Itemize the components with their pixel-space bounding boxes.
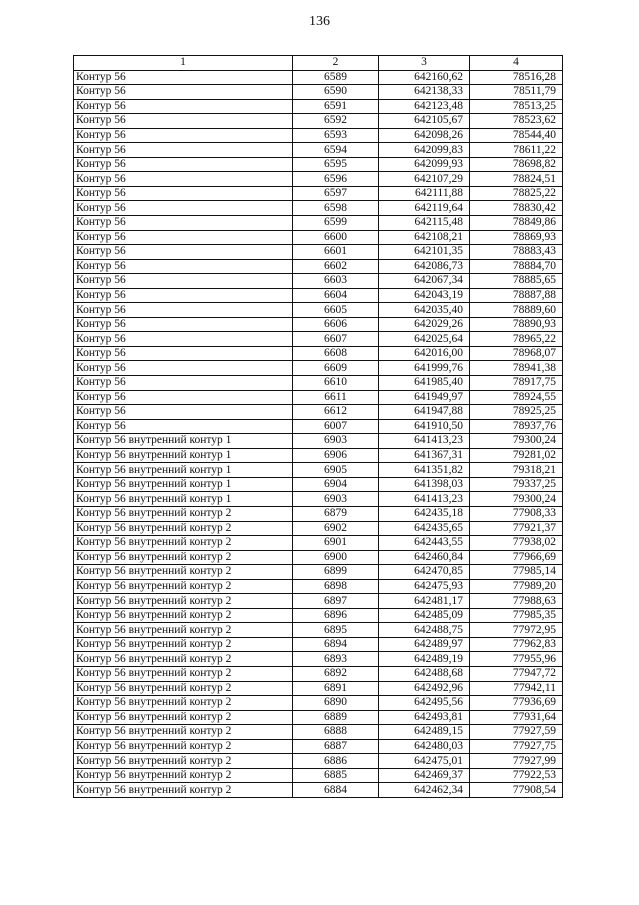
coordinate-y-cell: 77927,99: [470, 754, 563, 769]
table-row: [74, 550, 563, 565]
table-row: [74, 172, 563, 187]
point-number-cell: 6603: [293, 274, 379, 289]
point-number-cell: 6604: [293, 288, 379, 303]
contour-name-cell: Контур 56 внутренний контур 2: [74, 521, 293, 536]
coordinate-x-cell: 642160,62: [379, 70, 470, 85]
point-number-cell: 6884: [293, 783, 379, 798]
table-row: [74, 419, 563, 434]
coordinate-x-cell: 642111,88: [379, 186, 470, 201]
coordinate-y-cell: 78925,25: [470, 405, 563, 420]
contour-name-cell: Контур 56: [74, 143, 293, 158]
point-number-cell: 6886: [293, 754, 379, 769]
contour-name-cell: Контур 56: [74, 390, 293, 405]
point-number-cell: 6596: [293, 172, 379, 187]
coordinate-y-cell: 79318,21: [470, 463, 563, 478]
coordinate-x-cell: 642098,26: [379, 128, 470, 143]
coordinate-y-cell: 77962,83: [470, 637, 563, 652]
point-number-cell: 6903: [293, 434, 379, 449]
point-number-cell: 6594: [293, 143, 379, 158]
contour-name-cell: Контур 56 внутренний контур 1: [74, 477, 293, 492]
table-row: [74, 99, 563, 114]
table-row: [74, 463, 563, 478]
point-number-cell: 6895: [293, 623, 379, 638]
point-number-cell: 6589: [293, 70, 379, 85]
table-row: [74, 521, 563, 536]
coordinate-y-cell: 78917,75: [470, 376, 563, 391]
table-row: [74, 288, 563, 303]
contour-name-cell: Контур 56: [74, 317, 293, 332]
coordinate-y-cell: 78544,40: [470, 128, 563, 143]
contour-name-cell: Контур 56: [74, 376, 293, 391]
contour-name-cell: Контур 56 внутренний контур 2: [74, 710, 293, 725]
coordinate-y-cell: 78941,38: [470, 361, 563, 376]
point-number-cell: 6601: [293, 245, 379, 260]
contour-name-cell: Контур 56 внутренний контур 2: [74, 768, 293, 783]
coordinate-y-cell: 78825,22: [470, 186, 563, 201]
coordinate-x-cell: 642481,17: [379, 594, 470, 609]
point-number-cell: 6887: [293, 739, 379, 754]
table-row: [74, 739, 563, 754]
coordinate-y-cell: 78885,65: [470, 274, 563, 289]
table-row: [74, 696, 563, 711]
coordinate-x-cell: 641947,88: [379, 405, 470, 420]
coordinate-x-cell: 642119,64: [379, 201, 470, 216]
contour-name-cell: Контур 56 внутренний контур 2: [74, 506, 293, 521]
point-number-cell: 6591: [293, 99, 379, 114]
point-number-cell: 6892: [293, 666, 379, 681]
contour-name-cell: Контур 56 внутренний контур 2: [74, 696, 293, 711]
coordinate-y-cell: 79300,24: [470, 434, 563, 449]
coordinate-y-cell: 77955,96: [470, 652, 563, 667]
table-row: [74, 157, 563, 172]
table-row: [74, 434, 563, 449]
table-row: [74, 259, 563, 274]
coordinate-y-cell: 78830,42: [470, 201, 563, 216]
coordinate-y-cell: 79337,25: [470, 477, 563, 492]
coordinate-x-cell: 642067,34: [379, 274, 470, 289]
contour-name-cell: Контур 56 внутренний контур 2: [74, 536, 293, 551]
point-number-cell: 6889: [293, 710, 379, 725]
contour-name-cell: Контур 56 внутренний контур 2: [74, 666, 293, 681]
table-row: [74, 754, 563, 769]
coordinate-y-cell: 78890,93: [470, 317, 563, 332]
table-row: [74, 114, 563, 129]
table-body: [74, 70, 563, 797]
point-number-cell: 6611: [293, 390, 379, 405]
contour-name-cell: Контур 56: [74, 201, 293, 216]
table-row: [74, 245, 563, 260]
coordinate-x-cell: 642138,33: [379, 85, 470, 100]
table-row: [74, 565, 563, 580]
table-row: [74, 390, 563, 405]
coordinate-y-cell: 77936,69: [470, 696, 563, 711]
table-row: [74, 623, 563, 638]
coordinate-x-cell: 642029,26: [379, 317, 470, 332]
contour-name-cell: Контур 56 внутренний контур 2: [74, 652, 293, 667]
coordinate-x-cell: 642495,56: [379, 696, 470, 711]
table-row: [74, 143, 563, 158]
coordinate-x-cell: 641398,03: [379, 477, 470, 492]
contour-name-cell: Контур 56: [74, 405, 293, 420]
coordinate-y-cell: 78698,82: [470, 157, 563, 172]
coordinate-y-cell: 78511,79: [470, 85, 563, 100]
column-header-3: 3: [379, 56, 470, 71]
contour-name-cell: Контур 56: [74, 172, 293, 187]
coordinate-y-cell: 77921,37: [470, 521, 563, 536]
contour-name-cell: Контур 56: [74, 230, 293, 245]
coordinate-x-cell: 642492,96: [379, 681, 470, 696]
table-row: [74, 681, 563, 696]
coordinate-y-cell: 78611,22: [470, 143, 563, 158]
point-number-cell: 6891: [293, 681, 379, 696]
contour-name-cell: Контур 56: [74, 245, 293, 260]
table-row: [74, 186, 563, 201]
point-number-cell: 6598: [293, 201, 379, 216]
coordinate-x-cell: 641910,50: [379, 419, 470, 434]
coordinate-y-cell: 77988,63: [470, 594, 563, 609]
point-number-cell: 6007: [293, 419, 379, 434]
coordinate-x-cell: 642469,37: [379, 768, 470, 783]
point-number-cell: 6612: [293, 405, 379, 420]
coordinate-y-cell: 78824,51: [470, 172, 563, 187]
point-number-cell: 6894: [293, 637, 379, 652]
coordinate-y-cell: 78924,55: [470, 390, 563, 405]
table-row: [74, 303, 563, 318]
contour-name-cell: Контур 56 внутренний контур 2: [74, 783, 293, 798]
coordinate-y-cell: 78889,60: [470, 303, 563, 318]
point-number-cell: 6602: [293, 259, 379, 274]
point-number-cell: 6897: [293, 594, 379, 609]
contour-name-cell: Контур 56 внутренний контур 1: [74, 434, 293, 449]
coordinate-y-cell: 77931,64: [470, 710, 563, 725]
table-row: [74, 637, 563, 652]
coordinate-y-cell: 77927,75: [470, 739, 563, 754]
point-number-cell: 6590: [293, 85, 379, 100]
point-number-cell: 6896: [293, 608, 379, 623]
coordinate-x-cell: 642485,09: [379, 608, 470, 623]
point-number-cell: 6595: [293, 157, 379, 172]
table-row: [74, 477, 563, 492]
coordinate-y-cell: 78869,93: [470, 230, 563, 245]
contour-name-cell: Контур 56 внутренний контур 2: [74, 579, 293, 594]
table-row: [74, 128, 563, 143]
table-row: [74, 536, 563, 551]
coordinate-y-cell: 77985,35: [470, 608, 563, 623]
point-number-cell: 6597: [293, 186, 379, 201]
contour-name-cell: Контур 56: [74, 361, 293, 376]
table-row: [74, 317, 563, 332]
contour-name-cell: Контур 56 внутренний контур 2: [74, 681, 293, 696]
coordinate-y-cell: 78513,25: [470, 99, 563, 114]
contour-name-cell: Контур 56 внутренний контур 2: [74, 623, 293, 638]
table-row: [74, 332, 563, 347]
page-number: 136: [309, 14, 330, 29]
point-number-cell: 6893: [293, 652, 379, 667]
contour-name-cell: Контур 56: [74, 259, 293, 274]
coordinate-x-cell: 642443,55: [379, 536, 470, 551]
table-row: [74, 346, 563, 361]
coordinate-x-cell: 642086,73: [379, 259, 470, 274]
coordinate-y-cell: 77989,20: [470, 579, 563, 594]
point-number-cell: 6899: [293, 565, 379, 580]
contour-name-cell: Контур 56: [74, 85, 293, 100]
coordinate-x-cell: 642475,93: [379, 579, 470, 594]
table-row: [74, 666, 563, 681]
coordinate-y-cell: 77985,14: [470, 565, 563, 580]
coordinate-x-cell: 642035,40: [379, 303, 470, 318]
coordinate-x-cell: 642435,65: [379, 521, 470, 536]
coordinate-x-cell: 642475,01: [379, 754, 470, 769]
coordinate-x-cell: 642025,64: [379, 332, 470, 347]
table-row: [74, 768, 563, 783]
coordinate-y-cell: 77947,72: [470, 666, 563, 681]
coordinate-y-cell: 78849,86: [470, 216, 563, 231]
table-row: [74, 710, 563, 725]
coordinate-x-cell: 642115,48: [379, 216, 470, 231]
table-row: [74, 376, 563, 391]
coordinate-y-cell: 77966,69: [470, 550, 563, 565]
point-number-cell: 6607: [293, 332, 379, 347]
coordinate-y-cell: 77938,02: [470, 536, 563, 551]
coordinate-y-cell: 78523,62: [470, 114, 563, 129]
point-number-cell: 6593: [293, 128, 379, 143]
table-row: [74, 405, 563, 420]
coordinate-y-cell: 79300,24: [470, 492, 563, 507]
contour-name-cell: Контур 56: [74, 157, 293, 172]
coordinate-x-cell: 642470,85: [379, 565, 470, 580]
point-number-cell: 6879: [293, 506, 379, 521]
coordinate-x-cell: 642435,18: [379, 506, 470, 521]
contour-name-cell: Контур 56 внутренний контур 1: [74, 492, 293, 507]
contour-name-cell: Контур 56: [74, 216, 293, 231]
contour-name-cell: Контур 56: [74, 346, 293, 361]
table-row: [74, 506, 563, 521]
coordinate-x-cell: 641413,23: [379, 434, 470, 449]
coordinate-x-cell: 642489,97: [379, 637, 470, 652]
point-number-cell: 6606: [293, 317, 379, 332]
table-row: [74, 608, 563, 623]
contour-name-cell: Контур 56 внутренний контур 2: [74, 565, 293, 580]
coordinate-y-cell: 77908,54: [470, 783, 563, 798]
coordinate-y-cell: 78884,70: [470, 259, 563, 274]
point-number-cell: 6898: [293, 579, 379, 594]
coordinate-y-cell: 77922,53: [470, 768, 563, 783]
coordinate-y-cell: 77972,95: [470, 623, 563, 638]
contour-name-cell: Контур 56: [74, 99, 293, 114]
point-number-cell: 6600: [293, 230, 379, 245]
coordinate-x-cell: 642107,29: [379, 172, 470, 187]
table-header-row: [74, 56, 563, 71]
contour-name-cell: Контур 56: [74, 70, 293, 85]
coordinate-x-cell: 642489,15: [379, 725, 470, 740]
coordinate-x-cell: 642108,21: [379, 230, 470, 245]
point-number-cell: 6902: [293, 521, 379, 536]
point-number-cell: 6885: [293, 768, 379, 783]
coordinates-table: [73, 55, 563, 798]
point-number-cell: 6903: [293, 492, 379, 507]
contour-name-cell: Контур 56: [74, 303, 293, 318]
contour-name-cell: Контур 56 внутренний контур 2: [74, 739, 293, 754]
table-row: [74, 70, 563, 85]
coordinate-x-cell: 641351,82: [379, 463, 470, 478]
coordinate-x-cell: 641999,76: [379, 361, 470, 376]
table-row: [74, 579, 563, 594]
point-number-cell: 6890: [293, 696, 379, 711]
coordinate-y-cell: 78516,28: [470, 70, 563, 85]
contour-name-cell: Контур 56 внутренний контур 2: [74, 637, 293, 652]
table-row: [74, 783, 563, 798]
column-header-4: 4: [470, 56, 563, 71]
contour-name-cell: Контур 56 внутренний контур 2: [74, 608, 293, 623]
point-number-cell: 6904: [293, 477, 379, 492]
table-row: [74, 725, 563, 740]
coordinate-x-cell: 642099,83: [379, 143, 470, 158]
point-number-cell: 6610: [293, 376, 379, 391]
table-row: [74, 492, 563, 507]
column-header-1: 1: [74, 56, 293, 71]
coordinate-x-cell: 642488,75: [379, 623, 470, 638]
point-number-cell: 6888: [293, 725, 379, 740]
table-row: [74, 230, 563, 245]
column-header-2: 2: [293, 56, 379, 71]
table-row: [74, 652, 563, 667]
coordinate-y-cell: 78887,88: [470, 288, 563, 303]
point-number-cell: 6605: [293, 303, 379, 318]
coordinate-x-cell: 641367,31: [379, 448, 470, 463]
coordinate-x-cell: 641413,23: [379, 492, 470, 507]
table-row: [74, 85, 563, 100]
point-number-cell: 6599: [293, 216, 379, 231]
contour-name-cell: Контур 56: [74, 419, 293, 434]
coordinate-x-cell: 642488,68: [379, 666, 470, 681]
contour-name-cell: Контур 56 внутренний контур 2: [74, 754, 293, 769]
coordinate-x-cell: 642493,81: [379, 710, 470, 725]
coordinate-x-cell: 642105,67: [379, 114, 470, 129]
contour-name-cell: Контур 56 внутренний контур 2: [74, 725, 293, 740]
point-number-cell: 6905: [293, 463, 379, 478]
coordinate-x-cell: 641949,97: [379, 390, 470, 405]
coordinate-x-cell: 641985,40: [379, 376, 470, 391]
contour-name-cell: Контур 56: [74, 128, 293, 143]
point-number-cell: 6901: [293, 536, 379, 551]
table-row: [74, 274, 563, 289]
coordinate-x-cell: 642462,34: [379, 783, 470, 798]
coordinate-x-cell: 642099,93: [379, 157, 470, 172]
coordinate-y-cell: 78968,07: [470, 346, 563, 361]
point-number-cell: 6906: [293, 448, 379, 463]
coordinate-y-cell: 79281,02: [470, 448, 563, 463]
coordinate-x-cell: 642043,19: [379, 288, 470, 303]
contour-name-cell: Контур 56 внутренний контур 1: [74, 463, 293, 478]
coordinate-y-cell: 77908,33: [470, 506, 563, 521]
contour-name-cell: Контур 56: [74, 288, 293, 303]
coordinate-y-cell: 78965,22: [470, 332, 563, 347]
point-number-cell: 6900: [293, 550, 379, 565]
point-number-cell: 6609: [293, 361, 379, 376]
coordinate-x-cell: 642489,19: [379, 652, 470, 667]
coordinate-x-cell: 642123,48: [379, 99, 470, 114]
coordinate-y-cell: 77927,59: [470, 725, 563, 740]
coordinate-y-cell: 77942,11: [470, 681, 563, 696]
table-row: [74, 216, 563, 231]
coordinate-x-cell: 642016,00: [379, 346, 470, 361]
contour-name-cell: Контур 56 внутренний контур 2: [74, 594, 293, 609]
table-row: [74, 201, 563, 216]
contour-name-cell: Контур 56: [74, 114, 293, 129]
point-number-cell: 6608: [293, 346, 379, 361]
contour-name-cell: Контур 56 внутренний контур 1: [74, 448, 293, 463]
coordinate-x-cell: 642101,35: [379, 245, 470, 260]
table-row: [74, 448, 563, 463]
contour-name-cell: Контур 56: [74, 332, 293, 347]
contour-name-cell: Контур 56 внутренний контур 2: [74, 550, 293, 565]
table-row: [74, 594, 563, 609]
coordinate-y-cell: 78883,43: [470, 245, 563, 260]
coordinate-y-cell: 78937,76: [470, 419, 563, 434]
coordinate-x-cell: 642460,84: [379, 550, 470, 565]
coordinate-x-cell: 642480,03: [379, 739, 470, 754]
contour-name-cell: Контур 56: [74, 274, 293, 289]
contour-name-cell: Контур 56: [74, 186, 293, 201]
table-row: [74, 361, 563, 376]
point-number-cell: 6592: [293, 114, 379, 129]
